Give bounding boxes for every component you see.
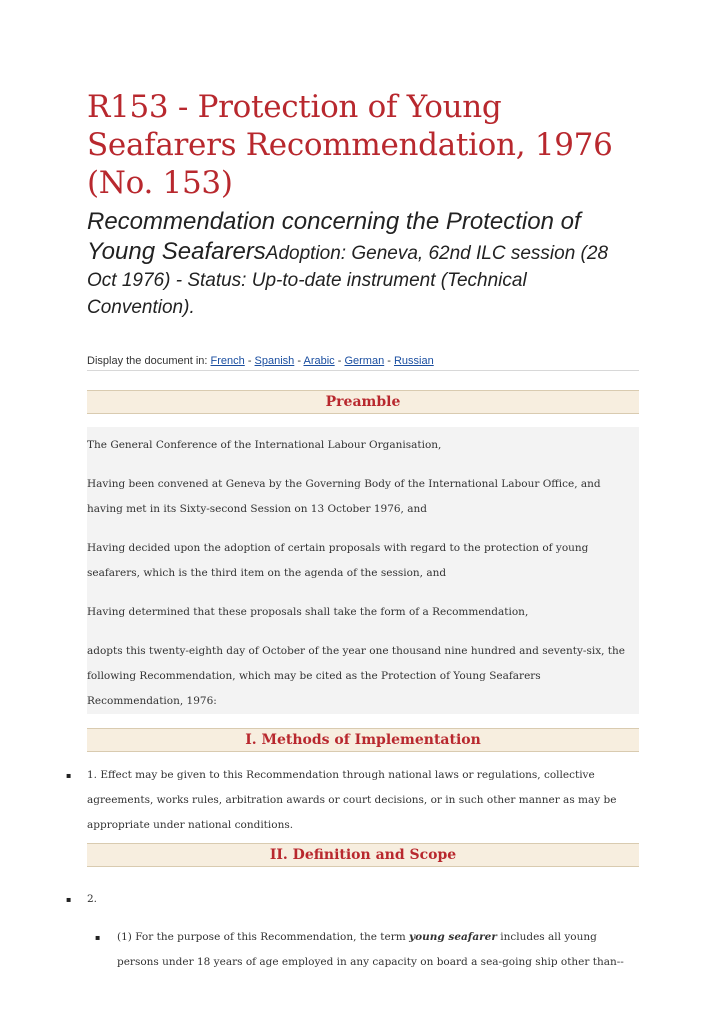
- bullet-icon: ▪: [95, 933, 101, 942]
- paragraph-1: [66, 763, 639, 838]
- section-heading-methods: I. Methods of Implementation: [87, 728, 639, 752]
- paragraph-2-label: 2.: [87, 893, 98, 905]
- preamble-paragraph: Having decided upon the adoption of certain proposals with regard to the protection of young seafarers, which is the third item on the agenda of the session, and: [87, 542, 589, 579]
- preamble-paragraph: The General Conference of the International Labour Organisation,: [87, 439, 442, 451]
- language-bar: [87, 355, 639, 371]
- document: [66, 88, 639, 975]
- section-heading-definition: II. Definition and Scope: [87, 843, 639, 867]
- paragraph-2-1-before: (1) For the purpose of this Recommendation, the term: [117, 931, 410, 943]
- language-link-german[interactable]: German: [344, 355, 385, 367]
- paragraph-2-1-after: includes all young persons under 18 years of age employed in any capacity on board a sea-going ship other than--: [117, 931, 624, 968]
- defined-term: young seafarer: [409, 931, 497, 943]
- language-separator: -: [384, 355, 394, 367]
- subtitle: [87, 208, 639, 322]
- subtitle-main: Recommendation concerning the Protection of Young Seafarers: [87, 208, 581, 265]
- bullet-icon: ▪: [66, 771, 72, 780]
- paragraph-2-1: [87, 925, 639, 975]
- language-link-arabic[interactable]: Arabic: [303, 355, 335, 367]
- page-title: R153 - Protection of Young Seafarers Recommendation, 1976 (No. 153): [87, 89, 613, 201]
- preamble-paragraph: Having been convened at Geneva by the Governing Body of the International Labour Office, and having met in its Sixty-second Session on 13 October 1976, and: [87, 478, 601, 515]
- paragraph-1-text: 1. Effect may be given to this Recommendation through national laws or regulations, collective agreements, works rules, arbitration awards or court decisions, or in such other manner as may be appropriate under national conditions.: [87, 769, 617, 831]
- preamble-paragraph: adopts this twenty-eighth day of October of the year one thousand nine hundred and seventy-six, the following Recommendation, which may be cited as the Protection of Young Seafarers Recommendation, 1976:: [87, 645, 625, 707]
- section-heading-preamble: Preamble: [87, 390, 639, 414]
- bullet-icon: ▪: [66, 895, 72, 904]
- language-separator: -: [294, 355, 304, 367]
- language-link-spanish[interactable]: Spanish: [254, 355, 295, 367]
- language-link-russian[interactable]: Russian: [393, 355, 434, 367]
- subtitle-meta: Adoption: Geneva, 62nd ILC session (28 Oct 1976) - Status: Up-to-date instrument (Technical Convention).: [87, 243, 609, 318]
- language-prefix: Display the document in:: [87, 355, 211, 367]
- preamble-paragraph: Having determined that these proposals shall take the form of a Recommendation,: [87, 606, 529, 618]
- preamble-block: [87, 427, 639, 714]
- language-separator: -: [244, 355, 255, 367]
- language-separator: -: [334, 355, 345, 367]
- paragraph-2: [66, 887, 639, 912]
- language-link-french[interactable]: French: [210, 355, 245, 367]
